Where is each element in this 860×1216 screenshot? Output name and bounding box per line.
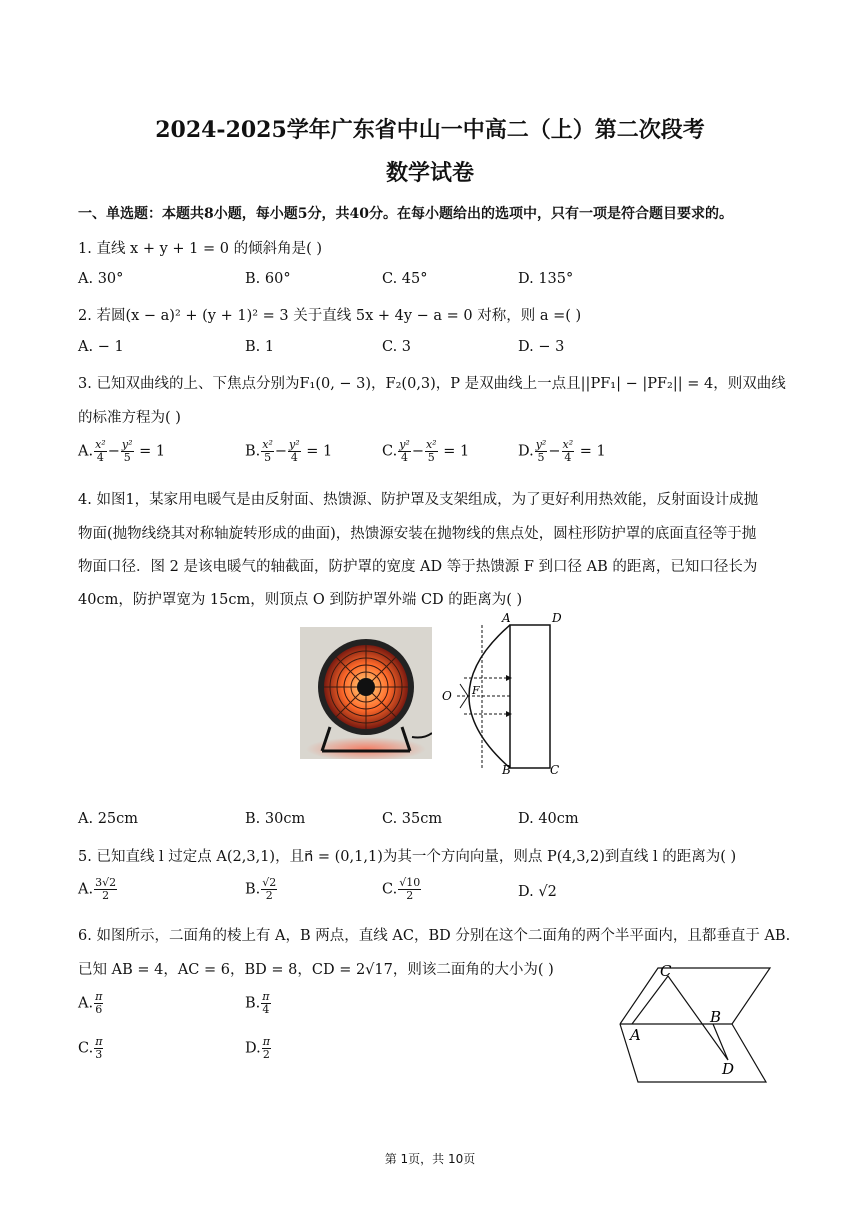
- section-heading: 一、单选题：本题共8小题，每小题5分，共40分。在每小题给出的选项中，只有一项是符合题目要求的。: [78, 206, 733, 222]
- q4-stem-line2: 物面(抛物线绕其对称轴旋转形成的曲面)，热馈源安装在抛物线的焦点处，圆柱形防护罩的底面直径等于抛: [78, 526, 757, 542]
- q6-option-a: A. $\frac{\pi}{6}$: [78, 990, 103, 1016]
- q5-stem: 5. 已知直线 l 过定点 A(2,3,1)，且n⃗ = (0,1,1)为其一个方向向量，则点 P(4,3,2)到直线 l 的距离为( ): [78, 849, 737, 865]
- dihedral-angle-diagram: [610, 960, 772, 1088]
- q5-option-d: D. √2: [518, 884, 557, 900]
- q5-option-a: A. $\frac{3√2}{2}$: [78, 876, 117, 902]
- q1-option-d: D. 135°: [518, 271, 574, 287]
- q3-stem-line1: 3. 已知双曲线的上、下焦点分别为F₁(0, − 3)，F₂(0,3)，P 是双曲线上一点且||PF₁| − |PF₂|| = 4，则双曲线: [78, 376, 786, 392]
- q2-option-c: C. 3: [382, 339, 412, 355]
- q1-option-c: C. 45°: [382, 271, 428, 287]
- fig1-label-c: C: [550, 763, 560, 775]
- fig1-label-o: O: [442, 689, 452, 703]
- q4-option-a: A. 25cm: [78, 811, 139, 827]
- q5-option-b: B. $\frac{√2}{2}$: [245, 876, 277, 902]
- heater-cross-section-diagram: [438, 610, 568, 775]
- q2-option-a: A. − 1: [78, 339, 124, 355]
- fig1-label-b: B: [502, 763, 511, 775]
- fig1-label-d: D: [552, 611, 562, 625]
- q1-option-a: A. 30°: [78, 271, 124, 287]
- fig1-label-a: A: [502, 611, 511, 625]
- q3-option-d: D. $\frac{\text{y²}}{5}$ − $\frac{\text{x²}}{4}$ = 1: [518, 438, 606, 464]
- q1-stem: 1. 直线 x + y + 1 = 0 的倾斜角是( ): [78, 241, 323, 257]
- q6-stem-line2: 已知 AB = 4，AC = 6，BD = 8，CD = 2√17，则该二面角的大小为( ): [78, 962, 554, 978]
- q4-stem-line4: 40cm，防护罩宽为 15cm，则顶点 O 到防护罩外端 CD 的距离为( ): [78, 592, 523, 608]
- page-subtitle: 数学试卷: [385, 160, 474, 186]
- q2-option-b: B. 1: [245, 339, 275, 355]
- fig2-label-d: D: [722, 1060, 735, 1078]
- q4-stem-line1: 4. 如图1，某家用电暖气是由反射面、热馈源、防护罩及支架组成，为了更好利用热效能，反射面设计成抛: [78, 492, 759, 508]
- q6-stem-line1: 6. 如图所示，二面角的棱上有 A，B 两点，直线 AC，BD 分别在这个二面角的两个半平面内，且都垂直于 AB.: [78, 928, 791, 944]
- fig2-label-b: B: [710, 1008, 722, 1026]
- heater-photo: [300, 627, 432, 759]
- q4-stem-line3: 物面口径．图 2 是该电暖气的轴截面，防护罩的宽度 AD 等于热馈源 F 到口径 AB 的距离，已知口径长为: [78, 559, 758, 575]
- fig1-label-f: F: [472, 684, 480, 697]
- q6-option-d: D. $\frac{\pi}{2}$: [245, 1035, 270, 1061]
- q3-option-c: C. $\frac{\text{y²}}{4}$ − $\frac{\text{x²}}{5}$ = 1: [382, 438, 470, 464]
- q3-option-a: A. $\frac{\text{x²}}{4}$ − $\frac{\text{y²}}{5}$ = 1: [78, 438, 166, 464]
- page-footer: 第 1页，共 10页: [384, 1152, 476, 1166]
- fig2-label-c: C: [660, 962, 672, 980]
- q1-option-b: B. 60°: [245, 271, 291, 287]
- q4-option-d: D. 40cm: [518, 811, 579, 827]
- q2-stem: 2. 若圆(x − a)² + (y + 1)² = 3 关于直线 5x + 4y − a = 0 对称，则 a =( ): [78, 308, 582, 324]
- q3-option-b: B. $\frac{\text{x²}}{5}$ − $\frac{\text{y²}}{4}$ = 1: [245, 438, 333, 464]
- q6-option-c: C. $\frac{\pi}{3}$: [78, 1035, 103, 1061]
- q3-stem-line2: 的标准方程为( ): [78, 410, 181, 426]
- q4-option-c: C. 35cm: [382, 811, 443, 827]
- q6-option-b: B. $\frac{\pi}{4}$: [245, 990, 270, 1016]
- page-title: 2024-2025学年广东省中山一中高二（上）第二次段考: [155, 117, 705, 143]
- q5-option-c: C. $\frac{√10}{2}$: [382, 876, 421, 902]
- q4-option-b: B. 30cm: [245, 811, 306, 827]
- q2-option-d: D. − 3: [518, 339, 565, 355]
- fig2-label-a: A: [630, 1026, 641, 1044]
